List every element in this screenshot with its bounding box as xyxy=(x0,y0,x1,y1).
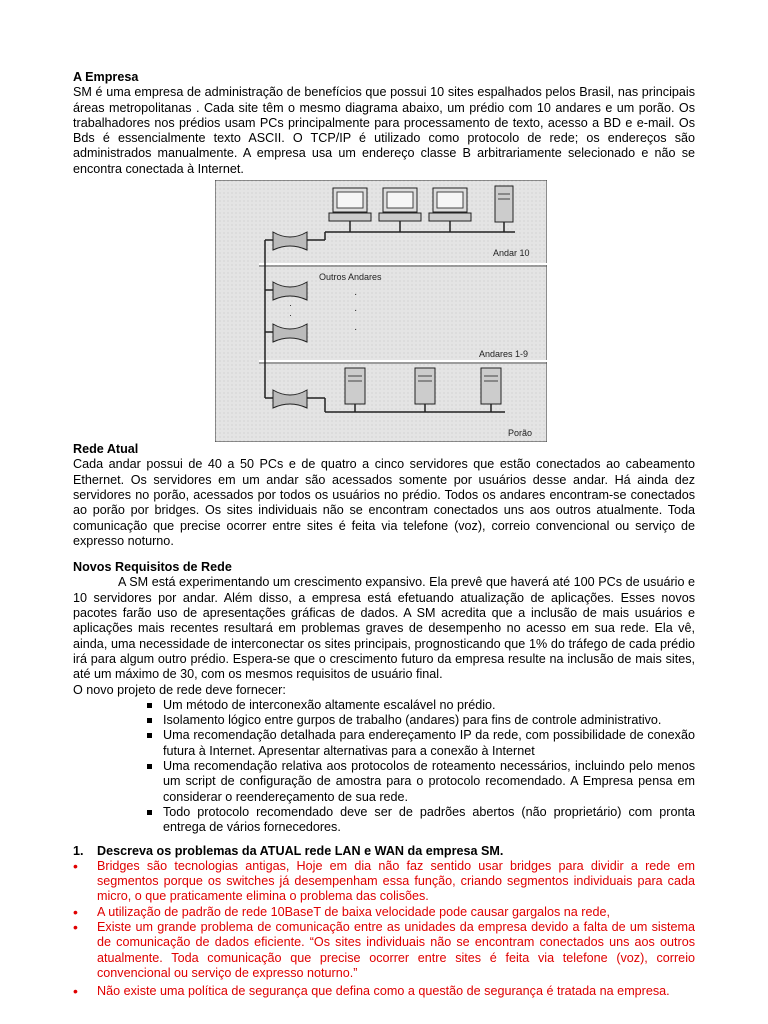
answer-item: • Não existe uma política de segurança que defina como a questão de segurança é tratada na empresa. xyxy=(97,984,695,999)
label-andar-10: Andar 10 xyxy=(493,248,530,259)
requirements-list xyxy=(73,698,695,836)
paragraph-a-empresa: SM é uma empresa de administração de benefícios que possui 10 sites espalhados pelos Brasil, nas principais áreas metropolitanas . Cada site têm o mesmo diagrama abaixo, um prédio com 10 andares e um porão. Os trabalhadores nos prédios usam PCs principalmente para processamento de texto, acesso a BD e e-mail. Os Bds é essencialmente texto ASCII. O TCP/IP é utilizado como protocolo de rede; os endereços são administrados manualmente. A empresa usa um endereço classe B arbitrariamente selecionado e não se encontra conectada à Internet. xyxy=(73,85,695,176)
svg-text:·: · xyxy=(354,289,358,301)
answer-item: • A utilização de padrão de rede 10BaseT de baixa velocidade pode causar gargalos na rede, xyxy=(97,905,695,920)
label-outros-andares: Outros Andares xyxy=(319,272,382,283)
paragraph-novos-requisitos: A SM está experimentando um crescimento expansivo. Ela prevê que haverá até 100 PCs de usuário e 10 servidores por andar. Além disso, a empresa está efetuando atualização de aplicações. Esses novos pacotes farão uso de apresentações gráficas de dados. A SM acredita que a inclusão de mais usuários e aplicações mais recentes resultará em problemas graves de desempenho no acesso em sua rede. Ela vê, ainda, uma necessidade de interconectar os sites principais, prognosticando que 1% do tráfego de cada prédio irá para algum outro prédio. Espera-se que o crescimento futuro da empresa resulte na inclusão de mais sites, até um máximo de 30, com os mesmos requisitos de usuário final. xyxy=(73,575,695,682)
list-item: Uma recomendação detalhada para endereçamento IP da rede, com possibilidade de conexão futura à Internet. Apresentar alternativas para a conexão à Internet xyxy=(163,728,695,758)
network-diagram xyxy=(215,180,547,442)
svg-text:·: · xyxy=(289,310,292,321)
svg-text:·: · xyxy=(354,305,358,317)
label-porao: Porão xyxy=(508,428,533,439)
answer-item: • Bridges são tecnologias antigas, Hoje em dia não faz sentido usar bridges para dividir a rede em segmentos porque os switches já desempenham essa função, criando segmentos individuais para cada micro, o que praticamente elimina o problema das colisões. xyxy=(97,859,695,905)
list-item: Todo protocolo recomendado deve ser de padrões abertos (não proprietário) com pronta entrega de vários fornecedores. xyxy=(163,804,695,835)
requirements-intro: O novo projeto de rede deve fornecer: xyxy=(73,682,286,697)
network-diagram-svg xyxy=(215,180,547,442)
svg-text:·: · xyxy=(354,324,358,336)
heading-a-empresa: A Empresa xyxy=(73,70,139,84)
question-1 xyxy=(73,844,695,859)
heading-rede-atual: Rede Atual xyxy=(73,442,139,457)
list-item: Um método de interconexão altamente escalável no prédio. xyxy=(163,698,695,713)
list-item: Isolamento lógico entre gurpos de trabalho (andares) para fins de controle administrativo. xyxy=(163,713,695,728)
answer-item: • Existe um grande problema de comunicação entre as unidades da empresa devido a falta de um sistema de comunicação de dados eficiente. “Os sites individuais não se encontram conectados uns aos outros atualmente. Toda comunicação que precise ocorrer entre sites é feita via telefone (voz), correio convencional ou serviço de expresso noturno.” xyxy=(97,920,695,981)
dots-vertical: · xyxy=(289,300,292,311)
question-number: 1. xyxy=(73,843,84,858)
list-item: Uma recomendação relativa aos protocolos de roteamento necessários, incluindo pelo menos um script de configuração de amostra para o protocolo recomendado. A Empresa pensa em considerar o reendereçamento de sua rede. xyxy=(163,759,695,804)
answers-list xyxy=(73,859,695,1000)
heading-novos-requisitos: Novos Requisitos de Rede xyxy=(73,560,232,575)
paragraph-rede-atual: Cada andar possui de 40 a 50 PCs e de quatro a cinco servidores que estão conectados ao cabeamento Ethernet. Os servidores em um andar são acessados somente por usuários desse andar. Há ainda dez servidores no porão, acessados por todos os usuários no prédio. Todos os andares encontram-se conectados ao porão por bridges. Os sites individuais não se encontram conectados uns aos outros atualmente. Toda comunicação que precise ocorrer entre sites é feita via telefone (voz), correio convencional ou serviço de expresso noturno. xyxy=(73,457,695,548)
question-text: Descreva os problemas da ATUAL rede LAN e WAN da empresa SM. xyxy=(97,843,504,858)
label-andares-1-9: Andares 1-9 xyxy=(479,349,529,360)
document-page xyxy=(73,70,695,999)
